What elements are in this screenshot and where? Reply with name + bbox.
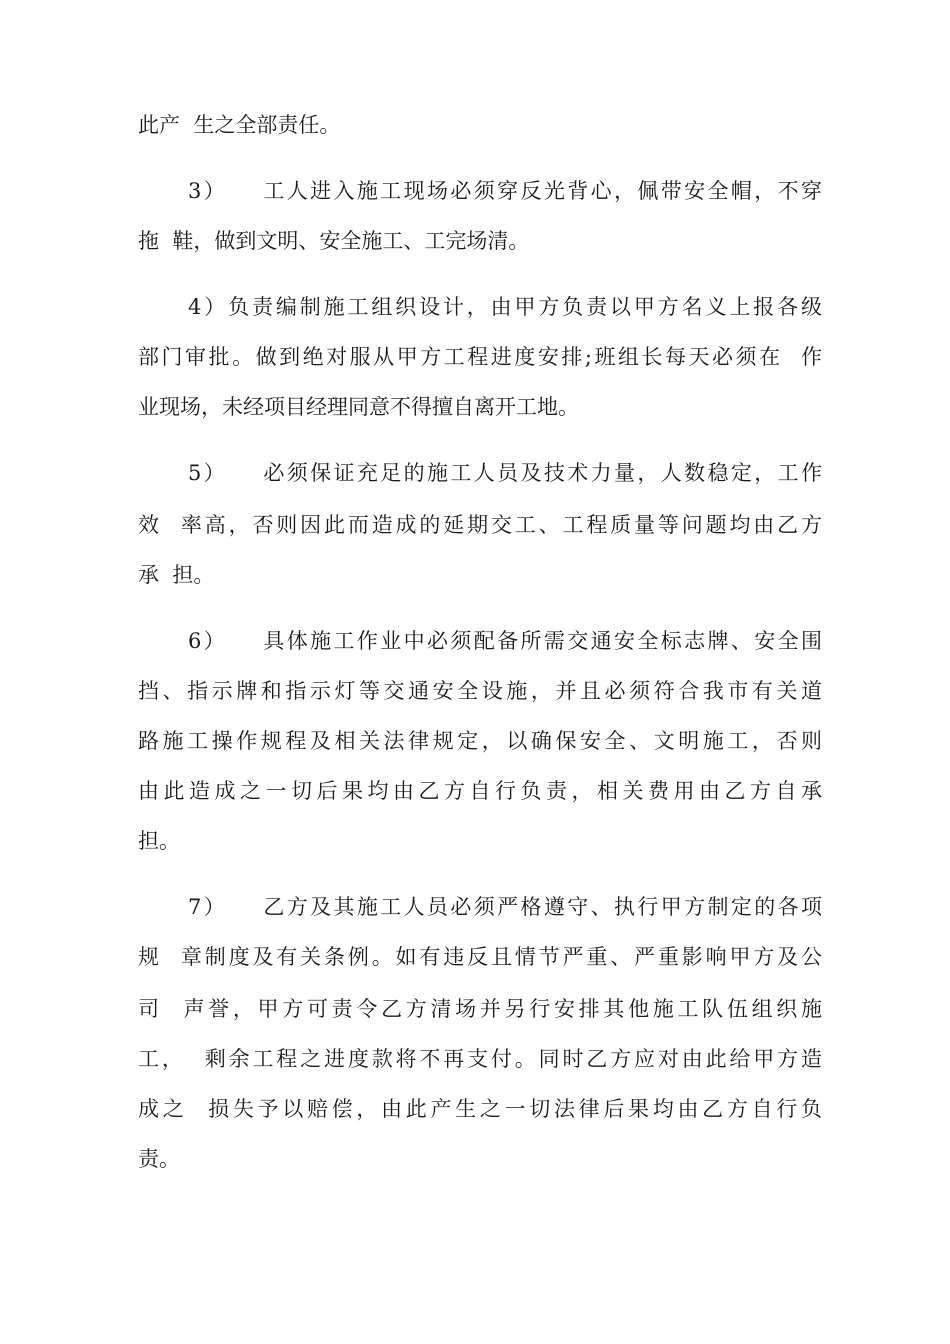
text-line: 6） 具体施工作业中必须配备所需交通安全标志牌、安全围 bbox=[188, 629, 822, 653]
text-line: 司 声誉，甲方可责令乙方清场并另行安排其他施工队伍组织施 bbox=[138, 997, 822, 1021]
text-line: 部门审批。做到绝对服从甲方工程进度安排;班组长每天必须在 作 bbox=[138, 345, 822, 369]
text-line: 承 担。 bbox=[138, 563, 215, 587]
text-line: 由此造成之一切后果均由乙方自行负责，相关费用由乙方自承 bbox=[138, 779, 822, 803]
text-line: 业现场，未经项目经理同意不得擅自离开工地。 bbox=[138, 395, 579, 419]
text-line: 工， 剩余工程之进度款将不再支付。同时乙方应对由此给甲方造 bbox=[138, 1047, 822, 1071]
text-line: 此产 生之全部责任。 bbox=[138, 113, 341, 137]
text-line: 5） 必须保证充足的施工人员及技术力量，人数稳定，工作 bbox=[188, 461, 822, 485]
text-line: 拖 鞋，做到文明、安全施工、工完场清。 bbox=[138, 229, 530, 253]
text-line: 挡、指示牌和指示灯等交通安全设施，并且必须符合我市有关道 bbox=[138, 679, 822, 703]
text-line: 路施工操作规程及相关法律规定，以确保安全、文明施工，否则 bbox=[138, 729, 822, 753]
text-line: 责。 bbox=[138, 1147, 180, 1171]
text-line: 效 率高，否则因此而造成的延期交工、工程质量等问题均由乙方 bbox=[138, 513, 822, 537]
text-line: 担。 bbox=[138, 829, 180, 853]
text-line: 规 章制度及有关条例。如有违反且情节严重、严重影响甲方及公 bbox=[138, 945, 822, 969]
text-line: 成之 损失予以赔偿，由此产生之一切法律后果均由乙方自行负 bbox=[138, 1097, 822, 1121]
text-line: 7） 乙方及其施工人员必须严格遵守、执行甲方制定的各项 bbox=[188, 895, 822, 919]
text-line: 4）负责编制施工组织设计，由甲方负责以甲方名义上报各级 bbox=[188, 295, 822, 319]
text-line: 3） 工人进入施工现场必须穿反光背心，佩带安全帽，不穿 bbox=[188, 179, 822, 203]
